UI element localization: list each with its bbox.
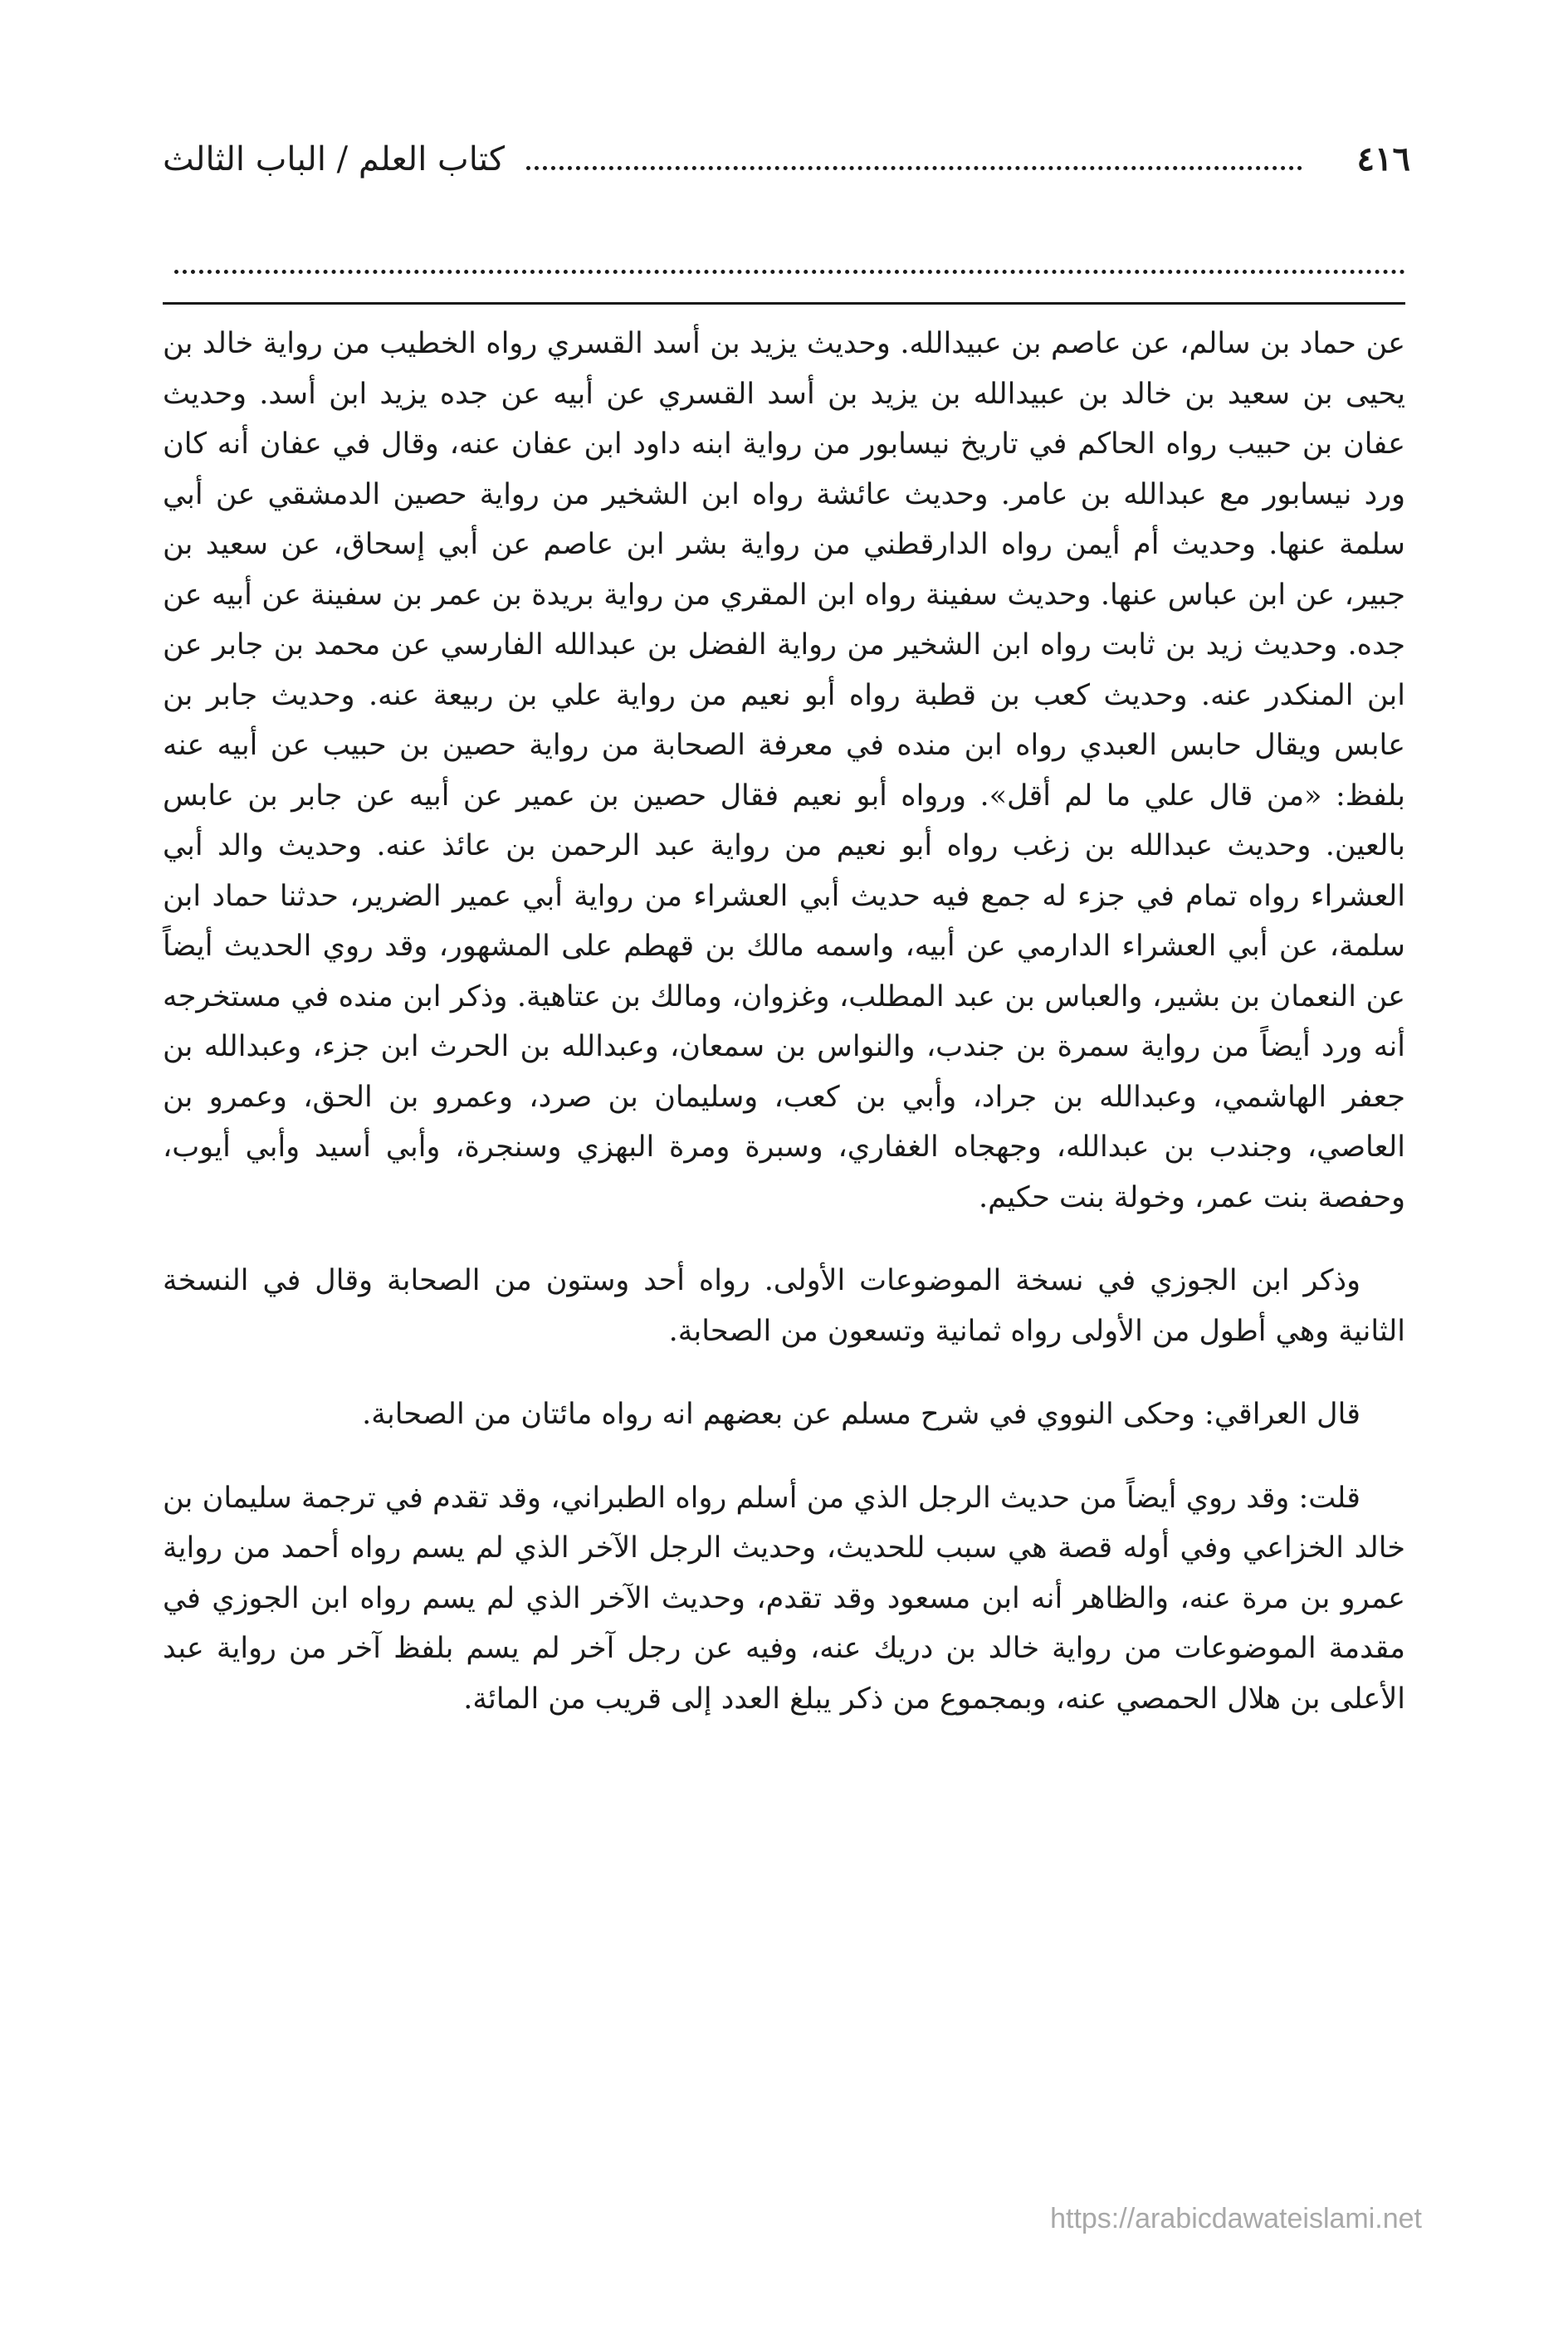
source-watermark: https://arabicdawateislami.net	[1050, 2203, 1422, 2234]
header-rule	[163, 302, 1405, 305]
chapter-title: كتاب العلم / الباب الثالث	[163, 140, 505, 178]
running-header	[163, 139, 1410, 193]
body-text	[163, 319, 1405, 1724]
paragraph-ibn-jawzi: وذكر ابن الجوزي في نسخة الموضوعات الأولى. رواه أحد وستون من الصحابة وقال في النسخة الثانية وهي أطول من الأولى رواه ثمانية وتسعون من الصحابة.	[163, 1264, 1405, 1348]
paragraph-iraqi: قال العراقي: وحكى النووي في شرح مسلم عن بعضهم انه رواه مائتان من الصحابة.	[362, 1398, 1360, 1431]
paragraph-hadith-chains: عن حماد بن سالم، عن عاصم بن عبيدالله. وحديث يزيد بن أسد القسري رواه الخطيب من رواية خالد بن يحيى بن سعيد بن خالد بن عبيدالله بن يزيد بن أسد القسري عن أبيه عن جده يزيد ابن أسد. وحديث عفان بن حبيب رواه الحاكم في تاريخ نيسابور من رواية ابنه داود ابن عفان عنه، وقال في عفان أنه كان ورد نيسابور مع عبدالله بن عامر. وحديث عائشة رواه ابن الشخير من رواية حصين الدمشقي عن أبي سلمة عنها. وحديث أم أيمن رواه الدارقطني من رواية بشر ابن عاصم عن أبي إسحاق، عن سعيد بن جبير، عن ابن عباس عنها. وحديث سفينة رواه ابن المقري من رواية بريدة بن عمر بن سفينة عن أبيه عن جده. وحديث زيد بن ثابت رواه ابن الشخير من رواية الفضل بن عبدالله الفارسي عن محمد بن جابر عن ابن المنكدر عنه. وحديث كعب بن قطبة رواه أبو نعيم من رواية علي بن ربيعة عنه. وحديث جابر بن عابس ويقال حابس العبدي رواه ابن منده في معرفة الصحابة من رواية حصين بن حبيب عن أبيه عنه بلفظ: «من قال علي ما لم أقل». ورواه أبو نعيم فقال حصين بن عمير عن أبيه عن جابر بن عابس بالعين. وحديث عبدالله بن زغب رواه أبو نعيم من رواية عبد الرحمن بن عائذ عنه. وحديث والد أبي العشراء رواه تمام في جزء له جمع فيه حديث أبي العشراء من رواية أبي عمير الضرير، حدثنا حماد ابن سلمة، عن أبي العشراء الدارمي عن أبيه، واسمه مالك بن قهطم على المشهور، وقد روي الحديث أيضاً عن النعمان بن بشير، والعباس بن عبد المطلب، وغزوان، ومالك بن عتاهية. وذكر ابن منده في مستخرجه أنه ورد أيضاً من رواية سمرة بن جندب، والنواس بن سمعان، وعبدالله بن الحرث ابن جزء، وعبدالله بن جعفر الهاشمي، وعبدالله بن جراد، وأبي بن كعب، وسليمان بن صرد، وعمرو بن الحق، وعمرو بن العاصي، وجندب بن عبدالله، وجهجاه الغفاري، وسبرة ومرة البهزي وسنجرة، وأبي أسيد وأبي أيوب، وحفصة بنت عمر، وخولة بنت حكيم.	[163, 327, 1405, 1214]
header-dot-leader	[526, 148, 1302, 170]
page-number: ٤١٦	[1356, 139, 1410, 178]
paragraph-author-note: قلت: وقد روي أيضاً من حديث الرجل الذي من أسلم رواه الطبراني، وقد تقدم في ترجمة سليمان بن خالد الخزاعي وفي أوله قصة هي سبب للحديث، وحديث الرجل الآخر الذي لم يسم رواه أحمد من رواية عمرو بن مرة عنه، والظاهر أنه ابن مسعود وقد تقدم، وحديث الآخر الذي لم يسم رواه ابن الجوزي في مقدمة الموضوعات من رواية خالد بن دريك عنه، وفيه عن رجل آخر لم يسم بلفظ آخر من رواية عبد الأعلى بن هلال الحمصي عنه، وبمجموع من ذكر يبلغ العدد إلى قريب من المائة.	[163, 1481, 1405, 1716]
dotted-separator	[174, 253, 1405, 274]
